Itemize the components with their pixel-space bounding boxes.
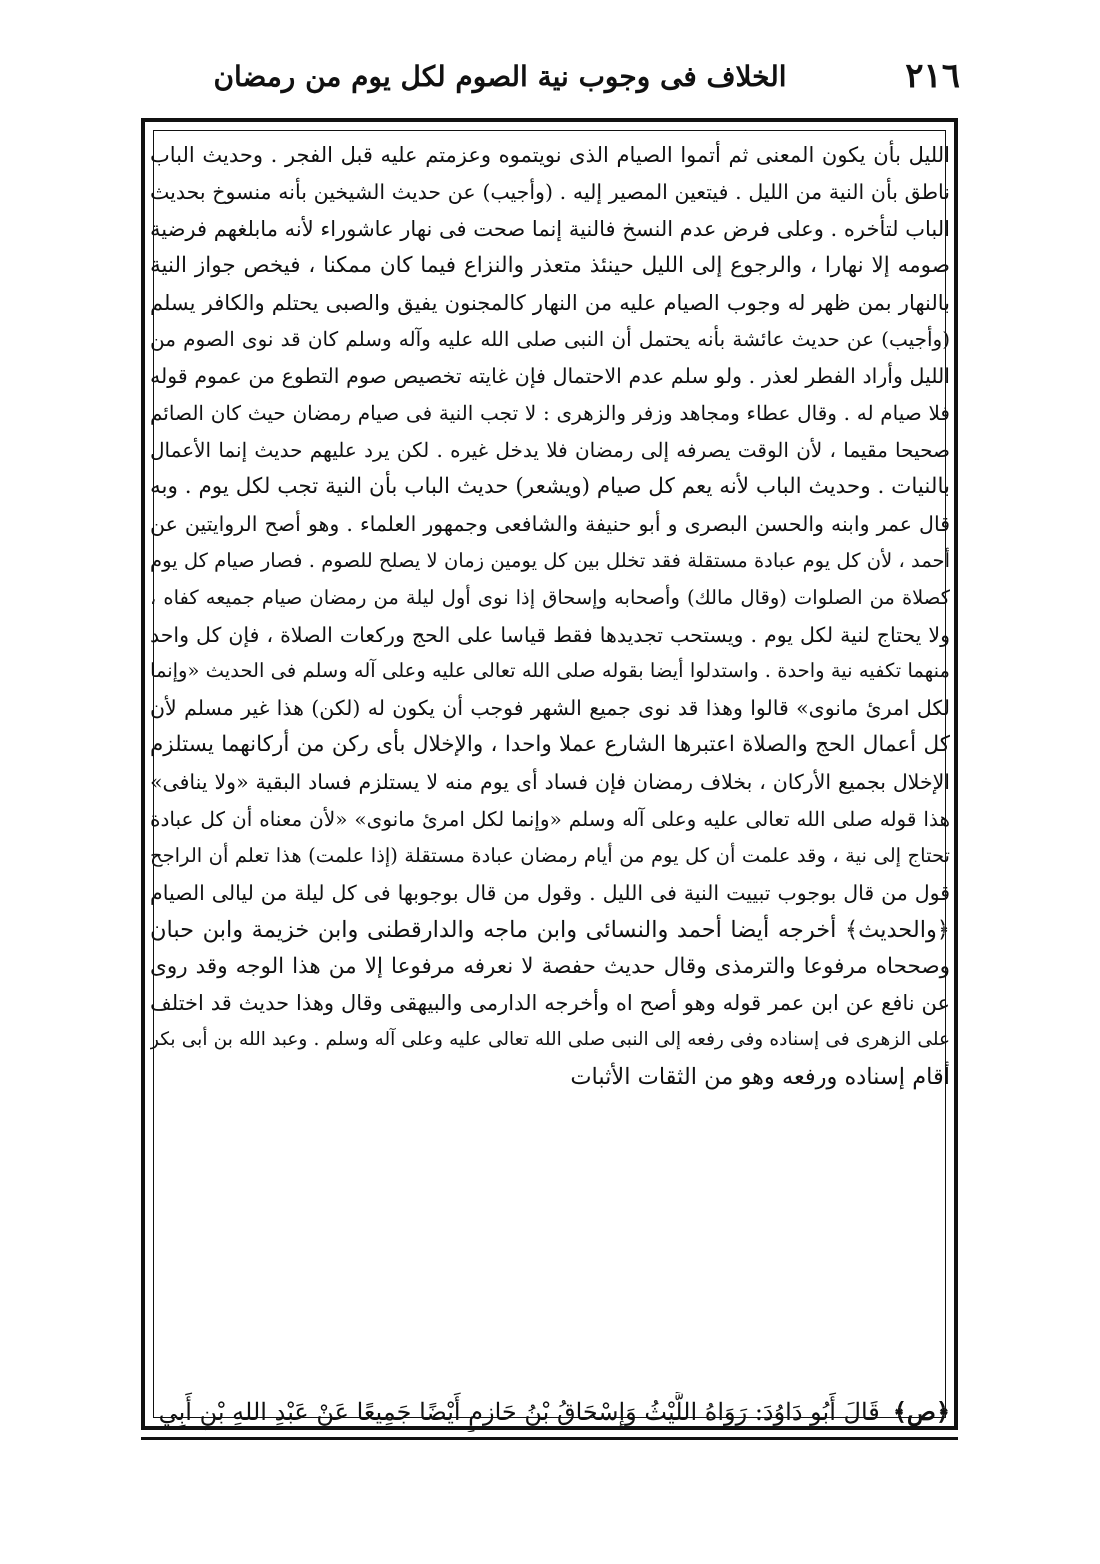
- page-number: ٢١٦: [905, 56, 960, 96]
- text-line: (وأجيب) عن حديث عائشة بأنه يحتمل أن النبى صلى الله عليه وآله وسلم كان قد نوى الصوم من: [150, 327, 950, 352]
- running-title: الخلاف فى وجوب نية الصوم لكل يوم من رمضان: [213, 60, 787, 93]
- text-line: تحتاج إلى نية ، وقد علمت أن كل يوم من أيام رمضان عبادة مستقلة (إذا علمت) هذا تعلم أن الراجح: [150, 843, 950, 867]
- text-line: ناطق بأن النية من الليل . فيتعين المصير إليه . (وأجيب) عن حديث الشيخين بأنه منسوخ بحديث: [150, 179, 950, 204]
- text-line: صحيحا مقيما ، لأن الوقت يصرفه إلى رمضان فلا يدخل غيره . لكن يرد عليهم حديث إنما الأعمال: [150, 438, 950, 463]
- text-line: بالنيات . وحديث الباب لأنه يعم كل صيام (ويشعر) حديث الباب بأن النية تجب لكل يوم . وبه: [150, 474, 950, 500]
- text-line: بالنهار بمن ظهر له وجوب الصيام عليه من النهار كالمجنون يفيق والصبى يحتلم والكافر يسلم: [150, 290, 950, 315]
- matn-marker: ﴿ص﴾: [892, 1397, 950, 1426]
- bottom-rule: [141, 1437, 958, 1440]
- text-line: وصححاه مرفوعا والترمذى وقال حديث حفصة لا نعرفه مرفوعا إلا من هذا الوجه وقد روى: [150, 953, 950, 979]
- text-line: الباب لتأخره . وعلى فرض عدم النسخ فالنية إنما صحت فى نهار عاشوراء لأنه مابلغهم فرضية: [150, 216, 950, 241]
- text-line: قال عمر وابنه والحسن البصرى و أبو حنيفة والشافعى وجمهور العلماء . وهو أصح الروايتين عن: [150, 511, 950, 536]
- text-line: على الزهرى فى إسناده وفى رفعه إلى النبى صلى الله تعالى عليه وعلى آله وسلم . وعبد الله بن أبى بكر: [150, 1029, 950, 1051]
- text-line: الليل بأن يكون المعنى ثم أتموا الصيام الذى نويتموه وعزمتم عليه قبل الفجر . وحديث الباب: [150, 143, 950, 167]
- text-line: أقام إسناده ورفعه وهو من الثقات الأثبات: [570, 1064, 950, 1091]
- text-line: لكل امرئ مانوى» قالوا وهذا قد نوى جميع الشهر فوجب أن يكون له (لكن) هذا غير مسلم لأن: [150, 696, 950, 721]
- page-header: [140, 52, 960, 108]
- text-line: ولا يحتاج لنية لكل يوم . ويستحب تجديدها فقط قياسا على الحج وركعات الصلاة ، فإن كل واحد: [150, 622, 950, 647]
- commentary-text: [150, 137, 950, 1096]
- text-line: كل أعمال الحج والصلاة اعتبرها الشارع عملا واحدا ، والإخلال بأى ركن من أركانهما يستلزم: [150, 732, 950, 758]
- text-line: الليل وأراد الفطر لعذر . ولو سلم عدم الاحتمال فإن غايته تخصيص صوم التطوع من عموم قوله: [150, 364, 950, 389]
- matn-line: [150, 1392, 950, 1432]
- text-line: قول من قال بوجوب تبييت النية فى الليل . وقول من قال بوجوبها فى كل ليلة من ليالى الصيام: [150, 880, 950, 905]
- text-line: فلا صيام له . وقال عطاء ومجاهد وزفر والزهرى : لا تجب النية فى صيام رمضان حيث كان الصائم: [150, 401, 950, 426]
- text-line: هذا قوله صلى الله تعالى عليه وعلى آله وسلم «وإنما لكل امرئ مانوى» «لأن معناه أن كل عبادة: [150, 807, 950, 832]
- text-line: عن نافع عن ابن عمر قوله وهو أصح اه وأخرجه الدارمى والبيهقى وقال وهذا حديث قد اختلف: [150, 991, 950, 1016]
- text-line: ﴿والحديث﴾ أخرجه أيضا أحمد والنسائى وابن ماجه والدارقطنى وابن خزيمة وابن حبان: [150, 916, 950, 943]
- matn-text: قَالَ أَبُو دَاوُدَ: رَوَاهُ اللَّيْثُ وَإِسْحَاقُ بْنُ حَازِمٍ أَيْضًا جَمِيعًا عَنْ عَبْدِ اللهِ بْنِ أَبِي: [158, 1398, 880, 1426]
- text-line: صومه إلا نهارا ، والرجوع إلى الليل حينئذ متعذر والنزاع فيما كان ممكنا ، فيخص جواز النية: [150, 252, 950, 278]
- text-line: أحمد ، لأن كل يوم عبادة مستقلة فقد تخلل بين كل يومين زمان لا يصلح للصوم . فصار صيام كل يوم: [150, 548, 950, 572]
- text-line: الإخلال بجميع الأركان ، بخلاف رمضان فإن فساد أى يوم منه لا يستلزم فساد البقية «ولا ينافى»: [150, 770, 950, 795]
- text-line: منهما تكفيه نية واحدة . واستدلوا أيضا بقوله صلى الله تعالى عليه وعلى آله وسلم فى الحديث «وإنما: [150, 659, 950, 683]
- text-line: كصلاة من الصلوات (وقال مالك) وأصحابه وإسحاق إذا نوى أول ليلة من رمضان صيام جميعه كفاه ،: [150, 585, 950, 609]
